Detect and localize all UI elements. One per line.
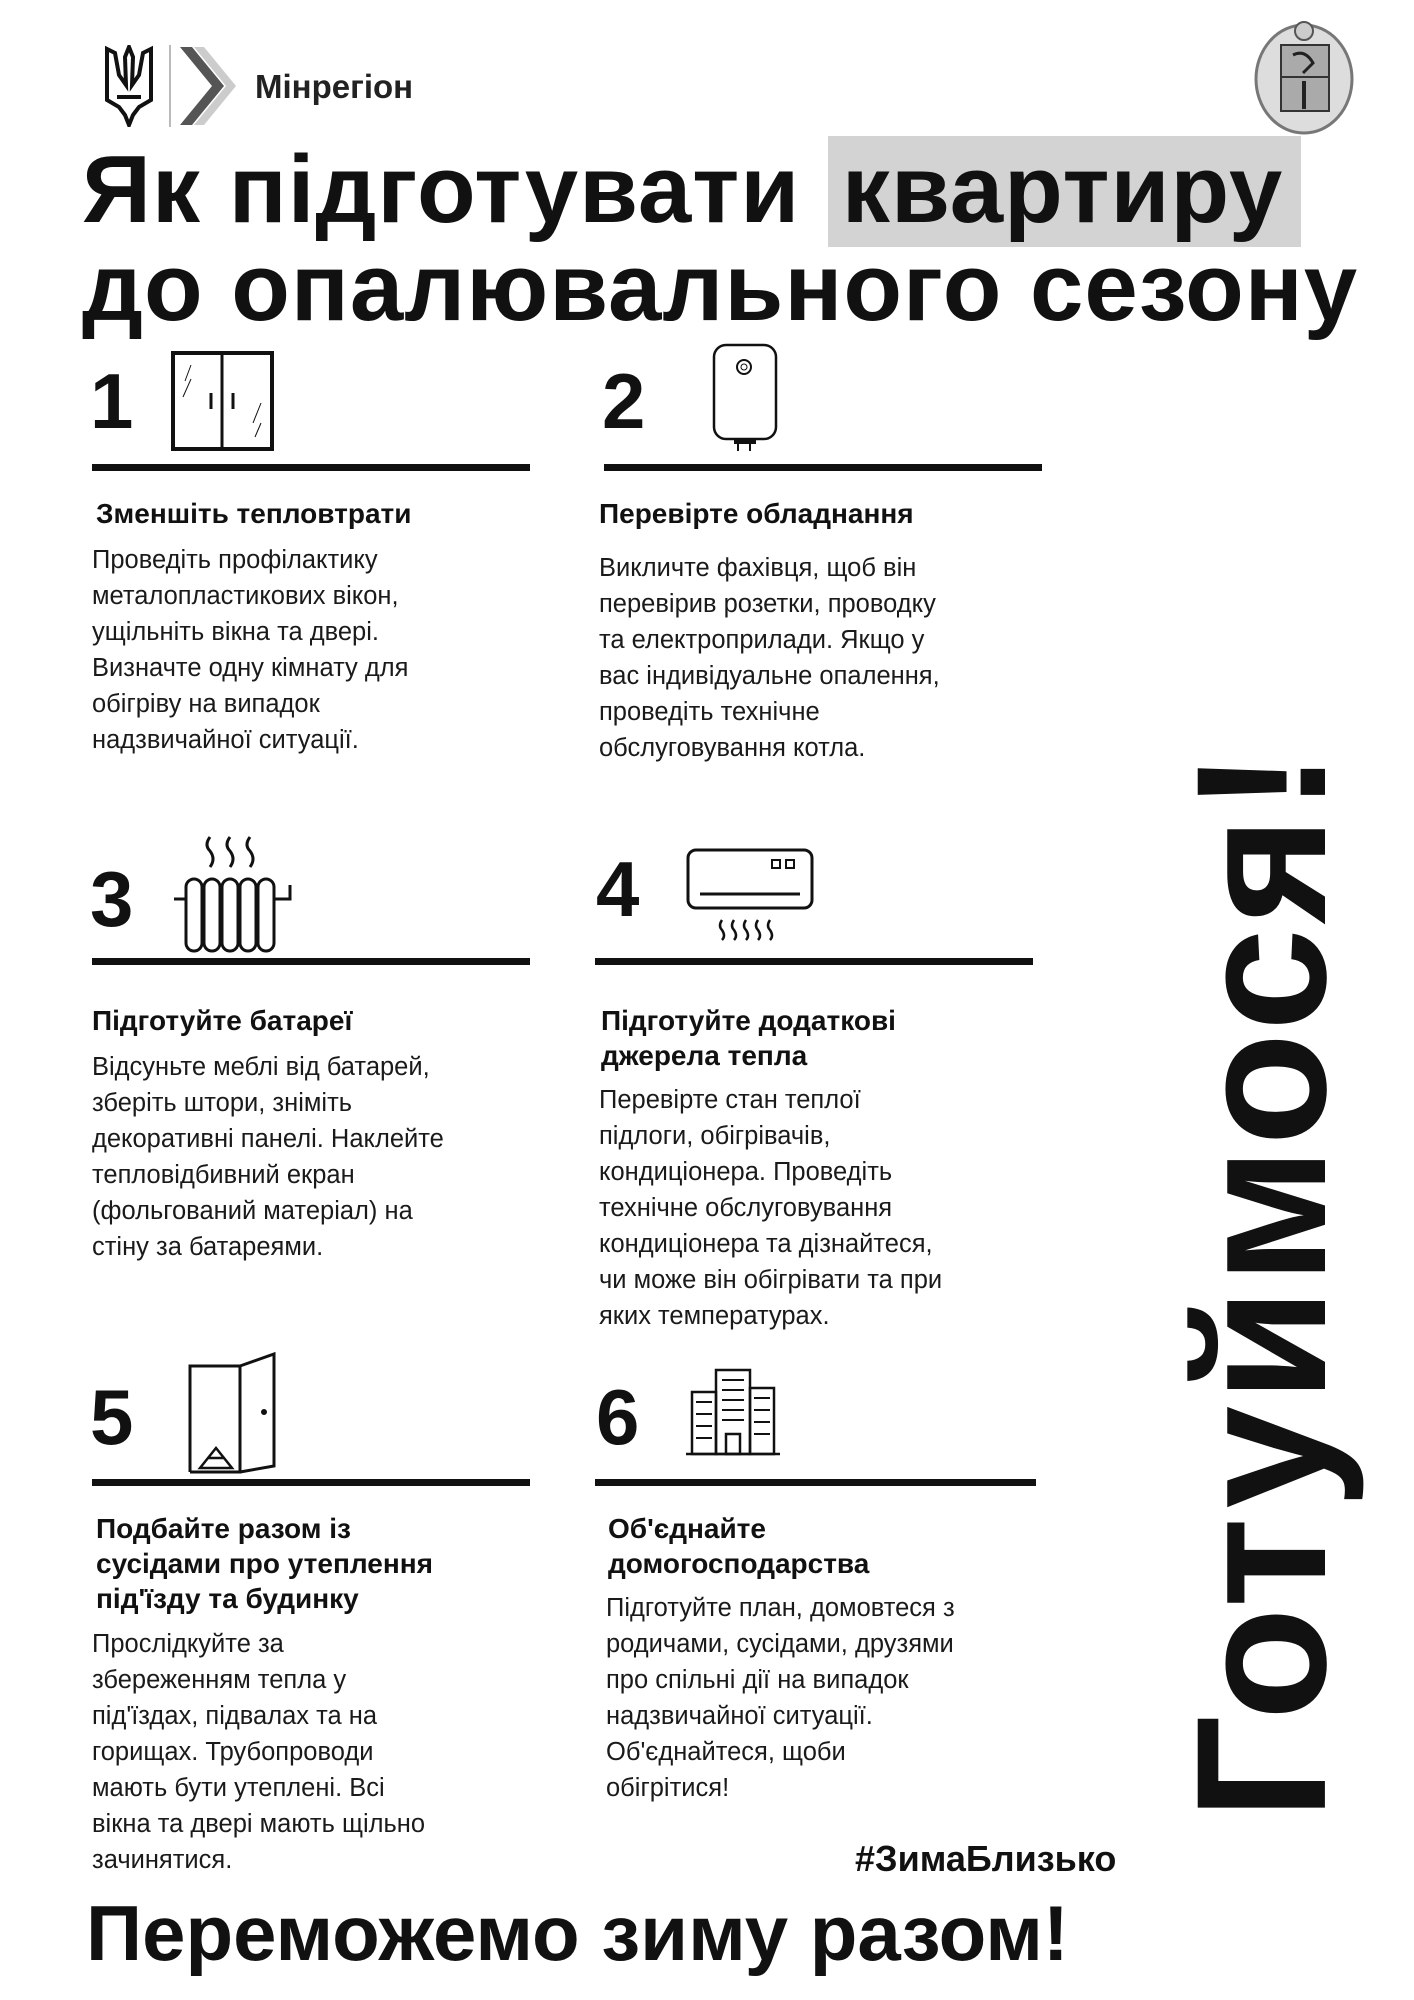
step-1-number: 1 (90, 357, 134, 445)
title-line-2: до опалювального сезону (82, 234, 1359, 341)
body-line: Визначте одну кімнату для (92, 654, 409, 682)
body-line: чи може він обігрівати та при (599, 1266, 943, 1294)
body-line: Прослідкуйте за (92, 1630, 284, 1658)
body-line: Об'єднайтеся, щоби (606, 1738, 846, 1766)
step-3-number: 3 (90, 855, 134, 943)
body-line: Відсуньте меблі від батарей, (92, 1053, 430, 1081)
body-line: обслуговування котла. (599, 734, 866, 762)
body-line: яких температурах. (599, 1302, 830, 1330)
body-line: технічне обслуговування (599, 1194, 893, 1222)
body-line: збереженням тепла у (92, 1666, 347, 1694)
step-1-divider (92, 464, 530, 471)
body-line: про спільні дії на випадок (606, 1666, 909, 1694)
body-line: металопластикових вікон, (92, 582, 399, 610)
title-prefix: Як підготувати (82, 136, 801, 243)
body-line: зберіть штори, зніміть (92, 1089, 353, 1117)
body-line: вікна та двері мають щільно (92, 1810, 426, 1838)
body-line: Викличте фахівця, щоб він (599, 554, 917, 582)
body-line: ущільніть вікна та двері. (92, 618, 379, 646)
body-line: надзвичайної ситуації. (606, 1702, 873, 1730)
step-6-divider (595, 1479, 1036, 1486)
brand-name: Мінрегіон (255, 68, 414, 105)
step-4-heading (601, 1003, 896, 1073)
buildings-icon (686, 1368, 780, 1463)
body-line: кондиціонера та дізнайтеся, (599, 1230, 933, 1258)
body-line: зачинятися. (92, 1846, 233, 1874)
body-line: підлоги, обігрівачів, (599, 1122, 831, 1150)
open-door-icon (186, 1352, 278, 1479)
heading-line: сусідами про утеплення (96, 1548, 434, 1579)
step-1-body (92, 542, 408, 758)
body-line: горищах. Трубопроводи (92, 1738, 374, 1766)
body-line: перевірив розетки, проводку (599, 590, 936, 618)
step-3-heading: Підготуйте батареї (92, 1005, 353, 1036)
body-line: родичами, сусідами, друзями (606, 1630, 954, 1658)
body-line: проведіть технічне (599, 698, 820, 726)
minregion-chevron-logo (168, 45, 238, 127)
step-5-body (92, 1626, 425, 1878)
step-4-number: 4 (596, 845, 640, 933)
heading-line: домогосподарства (608, 1548, 870, 1579)
step-2-body (599, 550, 940, 766)
title-highlight: квартиру (828, 136, 1301, 247)
heading-line: Підготуйте додаткові (601, 1005, 896, 1036)
heading-line: під'їзду та будинку (96, 1583, 359, 1614)
body-line: та електроприлади. Якщо у (599, 626, 925, 654)
step-5-number: 5 (90, 1373, 134, 1461)
step-3-divider (92, 958, 530, 965)
step-1-heading: Зменшіть тепловтрати (96, 498, 412, 529)
air-conditioner-icon (686, 848, 814, 949)
coat-of-arms-logo (1253, 19, 1356, 135)
heading-line: Подбайте разом із (96, 1513, 351, 1544)
body-line: обігрітися! (606, 1774, 730, 1802)
body-line: (фольгований матеріал) на (92, 1197, 413, 1225)
hashtag: #ЗимаБлизько (855, 1838, 1117, 1879)
body-line: надзвичайної ситуації. (92, 726, 359, 754)
step-6-heading (608, 1511, 869, 1581)
step-4-body (599, 1082, 942, 1334)
step-3-body (92, 1049, 444, 1265)
heading-line: Об'єднайте (608, 1513, 766, 1544)
step-5-heading (96, 1511, 433, 1616)
body-line: Підготуйте план, домовтеся з (606, 1594, 955, 1622)
heading-line: джерела тепла (601, 1040, 808, 1071)
radiator-icon (172, 833, 302, 960)
title-line-1 (82, 136, 1301, 243)
vertical-slogan: Готуймося! (1159, 746, 1365, 1820)
footer-slogan: Переможемо зиму разом! (86, 1889, 1069, 1977)
body-line: Перевірте стан теплої (599, 1086, 861, 1114)
body-line: обігріву на випадок (92, 690, 320, 718)
body-line: під'їздах, підвалах та на (92, 1702, 378, 1730)
body-line: декоративні панелі. Наклейте (92, 1125, 444, 1153)
body-line: вас індивідуальне опалення, (599, 662, 940, 690)
step-4-divider (595, 958, 1033, 965)
step-6-number: 6 (596, 1373, 640, 1461)
step-5-divider (92, 1479, 530, 1486)
step-2-divider (604, 464, 1042, 471)
step-2-heading: Перевірте обладнання (599, 498, 914, 529)
body-line: кондиціонера. Проведіть (599, 1158, 893, 1186)
body-line: мають бути утеплені. Всі (92, 1774, 385, 1802)
step-6-body (606, 1590, 955, 1806)
trident-logo (103, 45, 155, 127)
boiler-icon (712, 343, 778, 458)
step-2-number: 2 (602, 357, 646, 445)
body-line: Проведіть профілактику (92, 546, 378, 574)
window-icon (171, 351, 274, 456)
body-line: тепловідбивний екран (92, 1161, 355, 1189)
body-line: стіну за батареями. (92, 1233, 324, 1261)
